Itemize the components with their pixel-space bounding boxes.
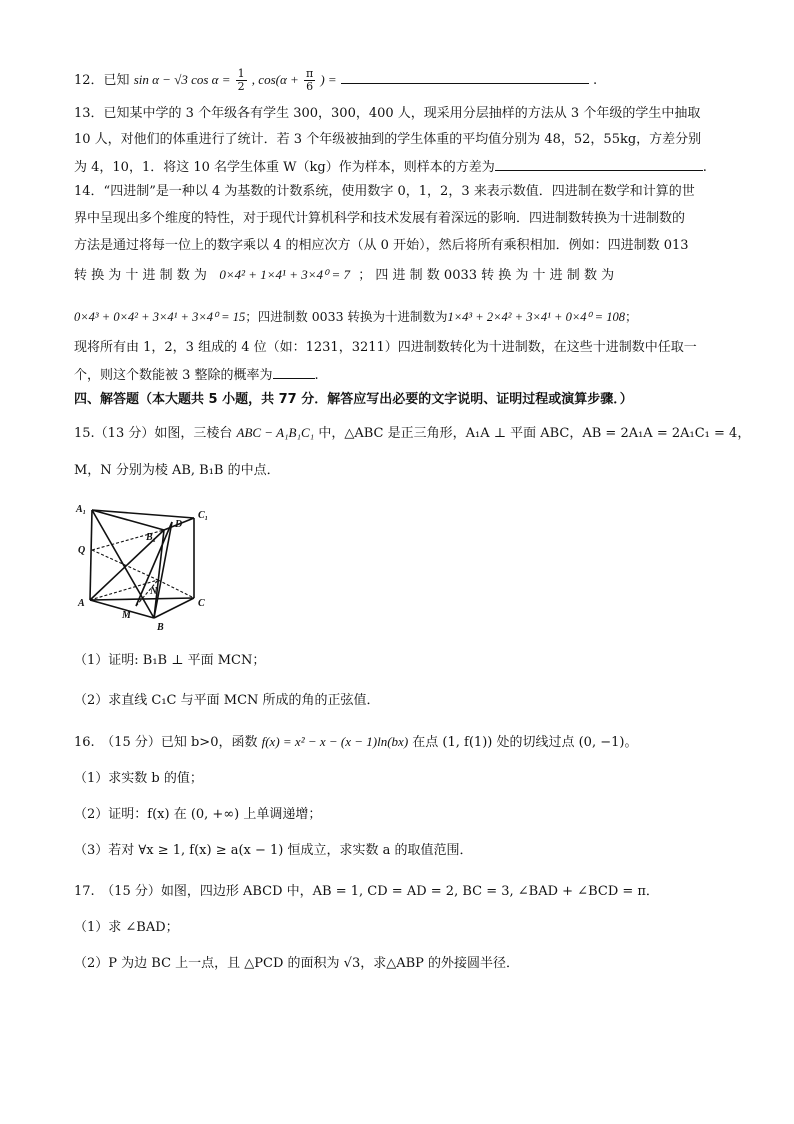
label-C1: C₁ xyxy=(198,510,209,521)
q15-line-2: M，N 分别为棱 AB, B₁B 的中点． xyxy=(74,463,280,478)
q12-expr-a: sin α − √3 cos α = xyxy=(133,72,231,87)
label-D: D xyxy=(175,519,183,530)
q12-expr-b: , cos(α + xyxy=(251,72,299,87)
q14-line-4 xyxy=(74,266,614,285)
q12-pi-den: 6 xyxy=(306,80,314,93)
prism-diagram xyxy=(74,500,224,630)
q15-part-2: （2）求直线 C₁C 与平面 MCN 所成的角的正弦值． xyxy=(74,693,380,708)
label-Q: Q xyxy=(78,545,86,556)
q13-answer-blank[interactable] xyxy=(495,157,703,171)
label-B: B xyxy=(157,622,164,630)
q14-expr-013: 0×4² + 1×4¹ + 3×4⁰ = 7 xyxy=(219,267,350,282)
q12-number: 12．已知 xyxy=(74,73,130,88)
q17-line-1: 17. （15 分）如图，四边形 ABCD 中，AB = 1, CD = AD = 2, BC = 3, ∠BAD + ∠BCD = π． xyxy=(74,884,659,899)
label-A: A xyxy=(78,598,85,609)
section-4-title: 四、解答题（本大题共 5 小题，共 77 分．解答应写出必要的文字说明、证明过程或演算步骤．） xyxy=(74,392,633,407)
q14-expr-1230: 1×4³ + 2×4² + 3×4¹ + 0×4⁰ = 108 xyxy=(447,310,625,324)
q14-line-4a: 转 换 为 十 进 制 数 为 xyxy=(74,268,207,283)
q12-end: . xyxy=(592,73,598,88)
q12-expr-c: ) = xyxy=(320,72,337,87)
q14-line-5b: ；四进制数 0033 转换为十进制数为 xyxy=(245,309,448,324)
label-N: N xyxy=(150,586,158,597)
label-C: C xyxy=(198,598,205,609)
q15-prism-name: ABC − A₁B₁C₁ xyxy=(236,425,315,440)
q15-part-1: （1）证明: B₁B ⊥ 平面 MCN； xyxy=(74,653,266,668)
label-B1: B₁ xyxy=(146,532,157,543)
q12-frac-num: 1 xyxy=(237,67,245,80)
q14-line-7-text: 个，则这个数能被 3 整除的概率为 xyxy=(74,368,273,383)
q12-pi-fraction xyxy=(304,68,315,93)
q17-part-1: （1）求 ∠BAD； xyxy=(74,920,179,935)
q16-line-1a: 16. （15 分）已知 b>0，函数 xyxy=(74,735,258,750)
q12-answer-blank[interactable] xyxy=(341,70,589,84)
q14-line-5 xyxy=(74,308,638,326)
question-12 xyxy=(74,68,597,93)
q14-expr-0033: 0×4³ + 0×4² + 3×4¹ + 3×4⁰ = 15 xyxy=(74,310,246,324)
q13-line-3 xyxy=(74,157,707,177)
q13-line-3-text: 为 4，10，1．将这 10 名学生体重 W（kg）作为样本，则样本的方差为 xyxy=(74,160,495,175)
q16-line-1 xyxy=(74,733,637,752)
q14-line-4c: ； 四 进 制 数 0033 转 换 为 十 进 制 数 为 xyxy=(358,268,615,283)
q14-line-2: 界中呈现出多个维度的特性，对于现代计算机科学和技术发展有着深远的影响．四进制数转换为十进制数的 xyxy=(74,211,686,226)
q14-line-1: 14．“四进制”是一种以 4 为基数的计数系统，使用数字 0，1，2，3 来表示数值．四进制在数学和计算的世 xyxy=(74,184,695,199)
q15-line-1 xyxy=(74,424,750,443)
label-M: M xyxy=(122,610,131,621)
q15-line-1a: 15.（13 分）如图，三棱台 xyxy=(74,426,233,441)
q15-line-1c: 中，△ABC 是正三角形，A₁A ⊥ 平面 ABC，AB = 2A₁A = 2A₁C₁ = 4， xyxy=(318,426,751,441)
q14-line-5d: ； xyxy=(624,309,638,324)
q14-line-6: 现将所有由 1，2，3 组成的 4 位（如：1231，3211）四进制数转化为十进制数，在这些十进制数中任取一 xyxy=(74,340,697,355)
q12-fraction xyxy=(236,68,247,93)
q16-line-1c: 在点 (1, f(1)) 处的切线过点 (0, −1)。 xyxy=(412,735,638,750)
q16-part-1: （1）求实数 b 的值； xyxy=(74,771,203,786)
q14-line-7 xyxy=(74,365,319,385)
q12-pi-num: π xyxy=(305,67,314,80)
q16-part-2: （2）证明：f(x) 在 (0, +∞) 上单调递增； xyxy=(74,807,322,822)
prism-figure xyxy=(74,500,224,630)
q12-frac-den: 2 xyxy=(237,80,245,93)
q16-part-3: （3）若对 ∀x ≥ 1, f(x) ≥ a(x − 1) 恒成立，求实数 a 的取值范围． xyxy=(74,843,473,858)
q14-answer-blank[interactable] xyxy=(273,365,315,379)
q17-part-2: （2）P 为边 BC 上一点，且 △PCD 的面积为 √3，求△ABP 的外接圆半径． xyxy=(74,956,520,971)
label-A1: A₁ xyxy=(76,504,87,515)
q14-line-3: 方法是通过将每一位上的数字乘以 4 的相应次方（从 0 开始），然后将所有乘积相加．例如：四进制数 013 xyxy=(74,238,689,253)
q13-line-1: 13．已知某中学的 3 个年级各有学生 300，300，400 人，现采用分层抽样的方法从 3 个年级的学生中抽取 xyxy=(74,106,701,121)
q14-end: . xyxy=(314,368,319,383)
q13-end: . xyxy=(702,160,707,175)
q16-function: f(x) = x² − x − (x − 1)ln(bx) xyxy=(261,734,409,749)
q13-line-2: 10 人，对他们的体重进行了统计．若 3 个年级被抽到的学生体重的平均值分别为 48，52，55kg，方差分别 xyxy=(74,132,702,147)
